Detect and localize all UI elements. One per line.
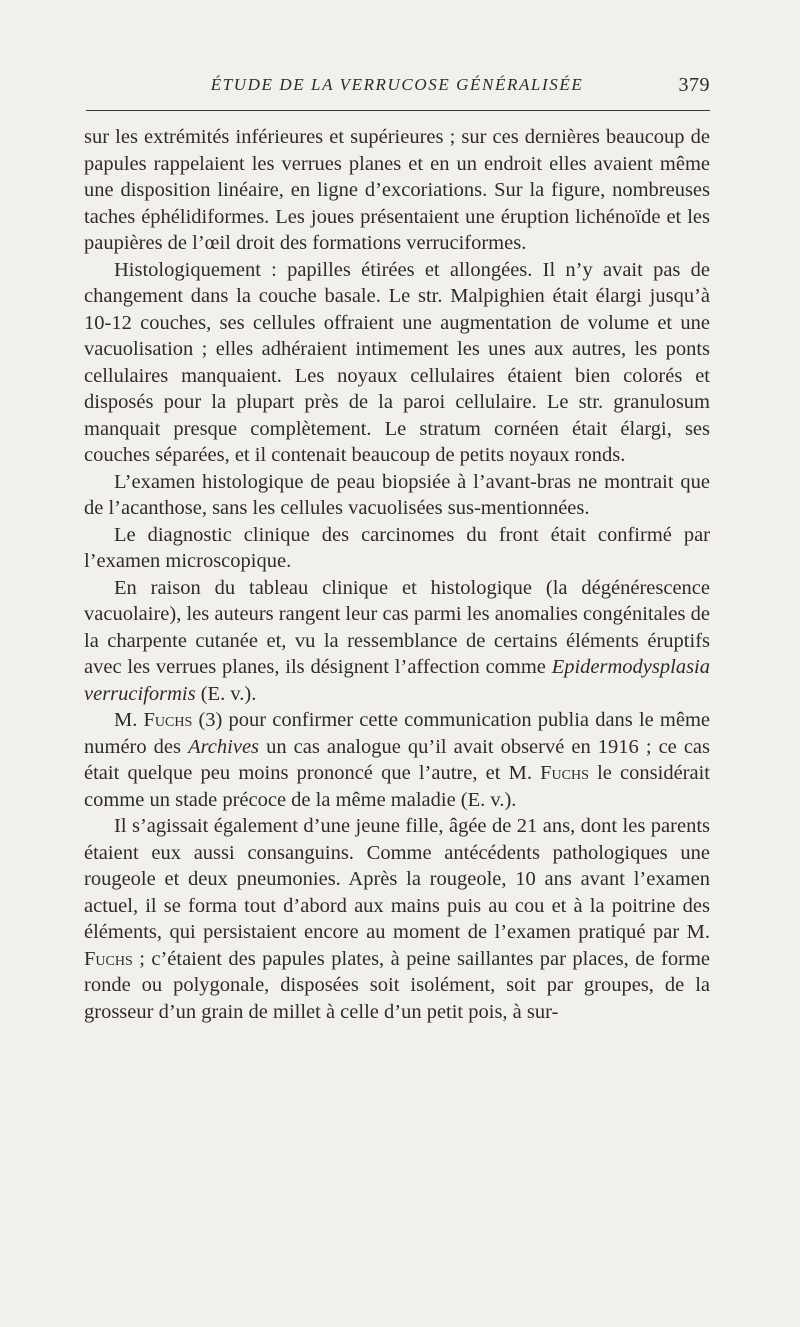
paragraph-7-text-a: Il s’agissait également d’une jeune fille, âgée de 21 ans, dont les parents étaient eux aussi consanguins. Comme antécédents pathologiques une rougeole et deux pneumonies. Après la rougeole, 10 ans avant l’examen actuel, il se forma tout d’abord aux mains puis au cou et à la poitrine des éléments, qui persistaient encore au moment de l’examen pratiqué par M. bbox=[84, 815, 710, 943]
paragraph-6-text-d: le considérait comme un stade précoce de la même maladie (E. v.). bbox=[84, 762, 710, 811]
body-text bbox=[84, 124, 710, 1025]
paragraph-4: Le diagnostic clinique des carcinomes du front était confirmé par l’examen microscopique. bbox=[84, 523, 710, 572]
paragraph-6-text-a: M. bbox=[114, 709, 144, 731]
paragraph-6-text-b: (3) pour confirmer cette communication publia dans le même numéro des bbox=[84, 709, 710, 758]
paragraph-7 bbox=[84, 813, 710, 1025]
paragraph-5 bbox=[84, 575, 710, 708]
paragraph-6-text-c: un cas analogue qu’il avait observé en 1916 ; ce cas était quelque peu moins prononcé que l’autre, et M. bbox=[84, 735, 710, 784]
running-head bbox=[84, 72, 710, 102]
running-title: ÉTUDE DE LA VERRUCOSE GÉNÉRALISÉE bbox=[210, 75, 584, 94]
paragraph-1: sur les extrémités inférieures et supérieures ; sur ces dernières beaucoup de papules rappelaient les verrues planes et en un endroit elles avaient même une disposition linéaire, en ligne d’excoriations. Sur la figure, nombreuses taches éphélidiformes. Les joues présentaient une éruption lichénoïde et les paupières de l’œil droit des formations verruciformes. bbox=[84, 126, 710, 254]
paragraph-6 bbox=[84, 707, 710, 813]
author-name: Fuchs bbox=[540, 762, 589, 784]
latin-term: Epidermodysplasia verruciformis bbox=[84, 656, 710, 705]
paragraph-3: L’examen histologique de peau biopsiée à l’avant-bras ne montrait que de l’acanthose, sans les cellules vacuolisées sus-mentionnées. bbox=[84, 470, 710, 519]
paragraph-5-text-a: En raison du tableau clinique et histologique (la dégénérescence vacuolaire), les auteurs rangent leur cas parmi les anomalies congénitales de la charpente cutanée et, vu la ressemblance de certains éléments éruptifs avec les verrues planes, ils désignent l’affection comme bbox=[84, 576, 710, 678]
journal-title: Archives bbox=[188, 735, 260, 758]
header-rule bbox=[86, 110, 710, 111]
page-number: 379 bbox=[678, 74, 710, 96]
paragraph-7-text-b: ; c’étaient des papules plates, à peine saillantes par places, de forme ronde ou polygonale, disposées soit isolément, soit par groupes, de la grosseur d’un grain de millet à celle d’un petit pois, à sur- bbox=[84, 947, 710, 1023]
paragraph-5-text-b: (E. v.). bbox=[195, 682, 257, 705]
author-name: Fuchs bbox=[143, 709, 193, 731]
paragraph-2: Histologiquement : papilles étirées et allongées. Il n’y avait pas de changement dans la couche basale. Le str. Malpighien était élargi jusqu’à 10-12 couches, ses cellules offraient une augmentation de volume et une vacuolisation ; elles adhéraient intimement les unes aux autres, les ponts cellulaires manquaient. Les noyaux cellulaires étaient bien colorés et disposés pour la plupart près de la paroi cellulaire. Le str. granulosum manquait presque complètement. Le stratum cornéen était élargi, ses couches séparées, et il contenait beaucoup de petits noyaux ronds. bbox=[84, 258, 710, 466]
author-name: Fuchs bbox=[84, 947, 133, 970]
